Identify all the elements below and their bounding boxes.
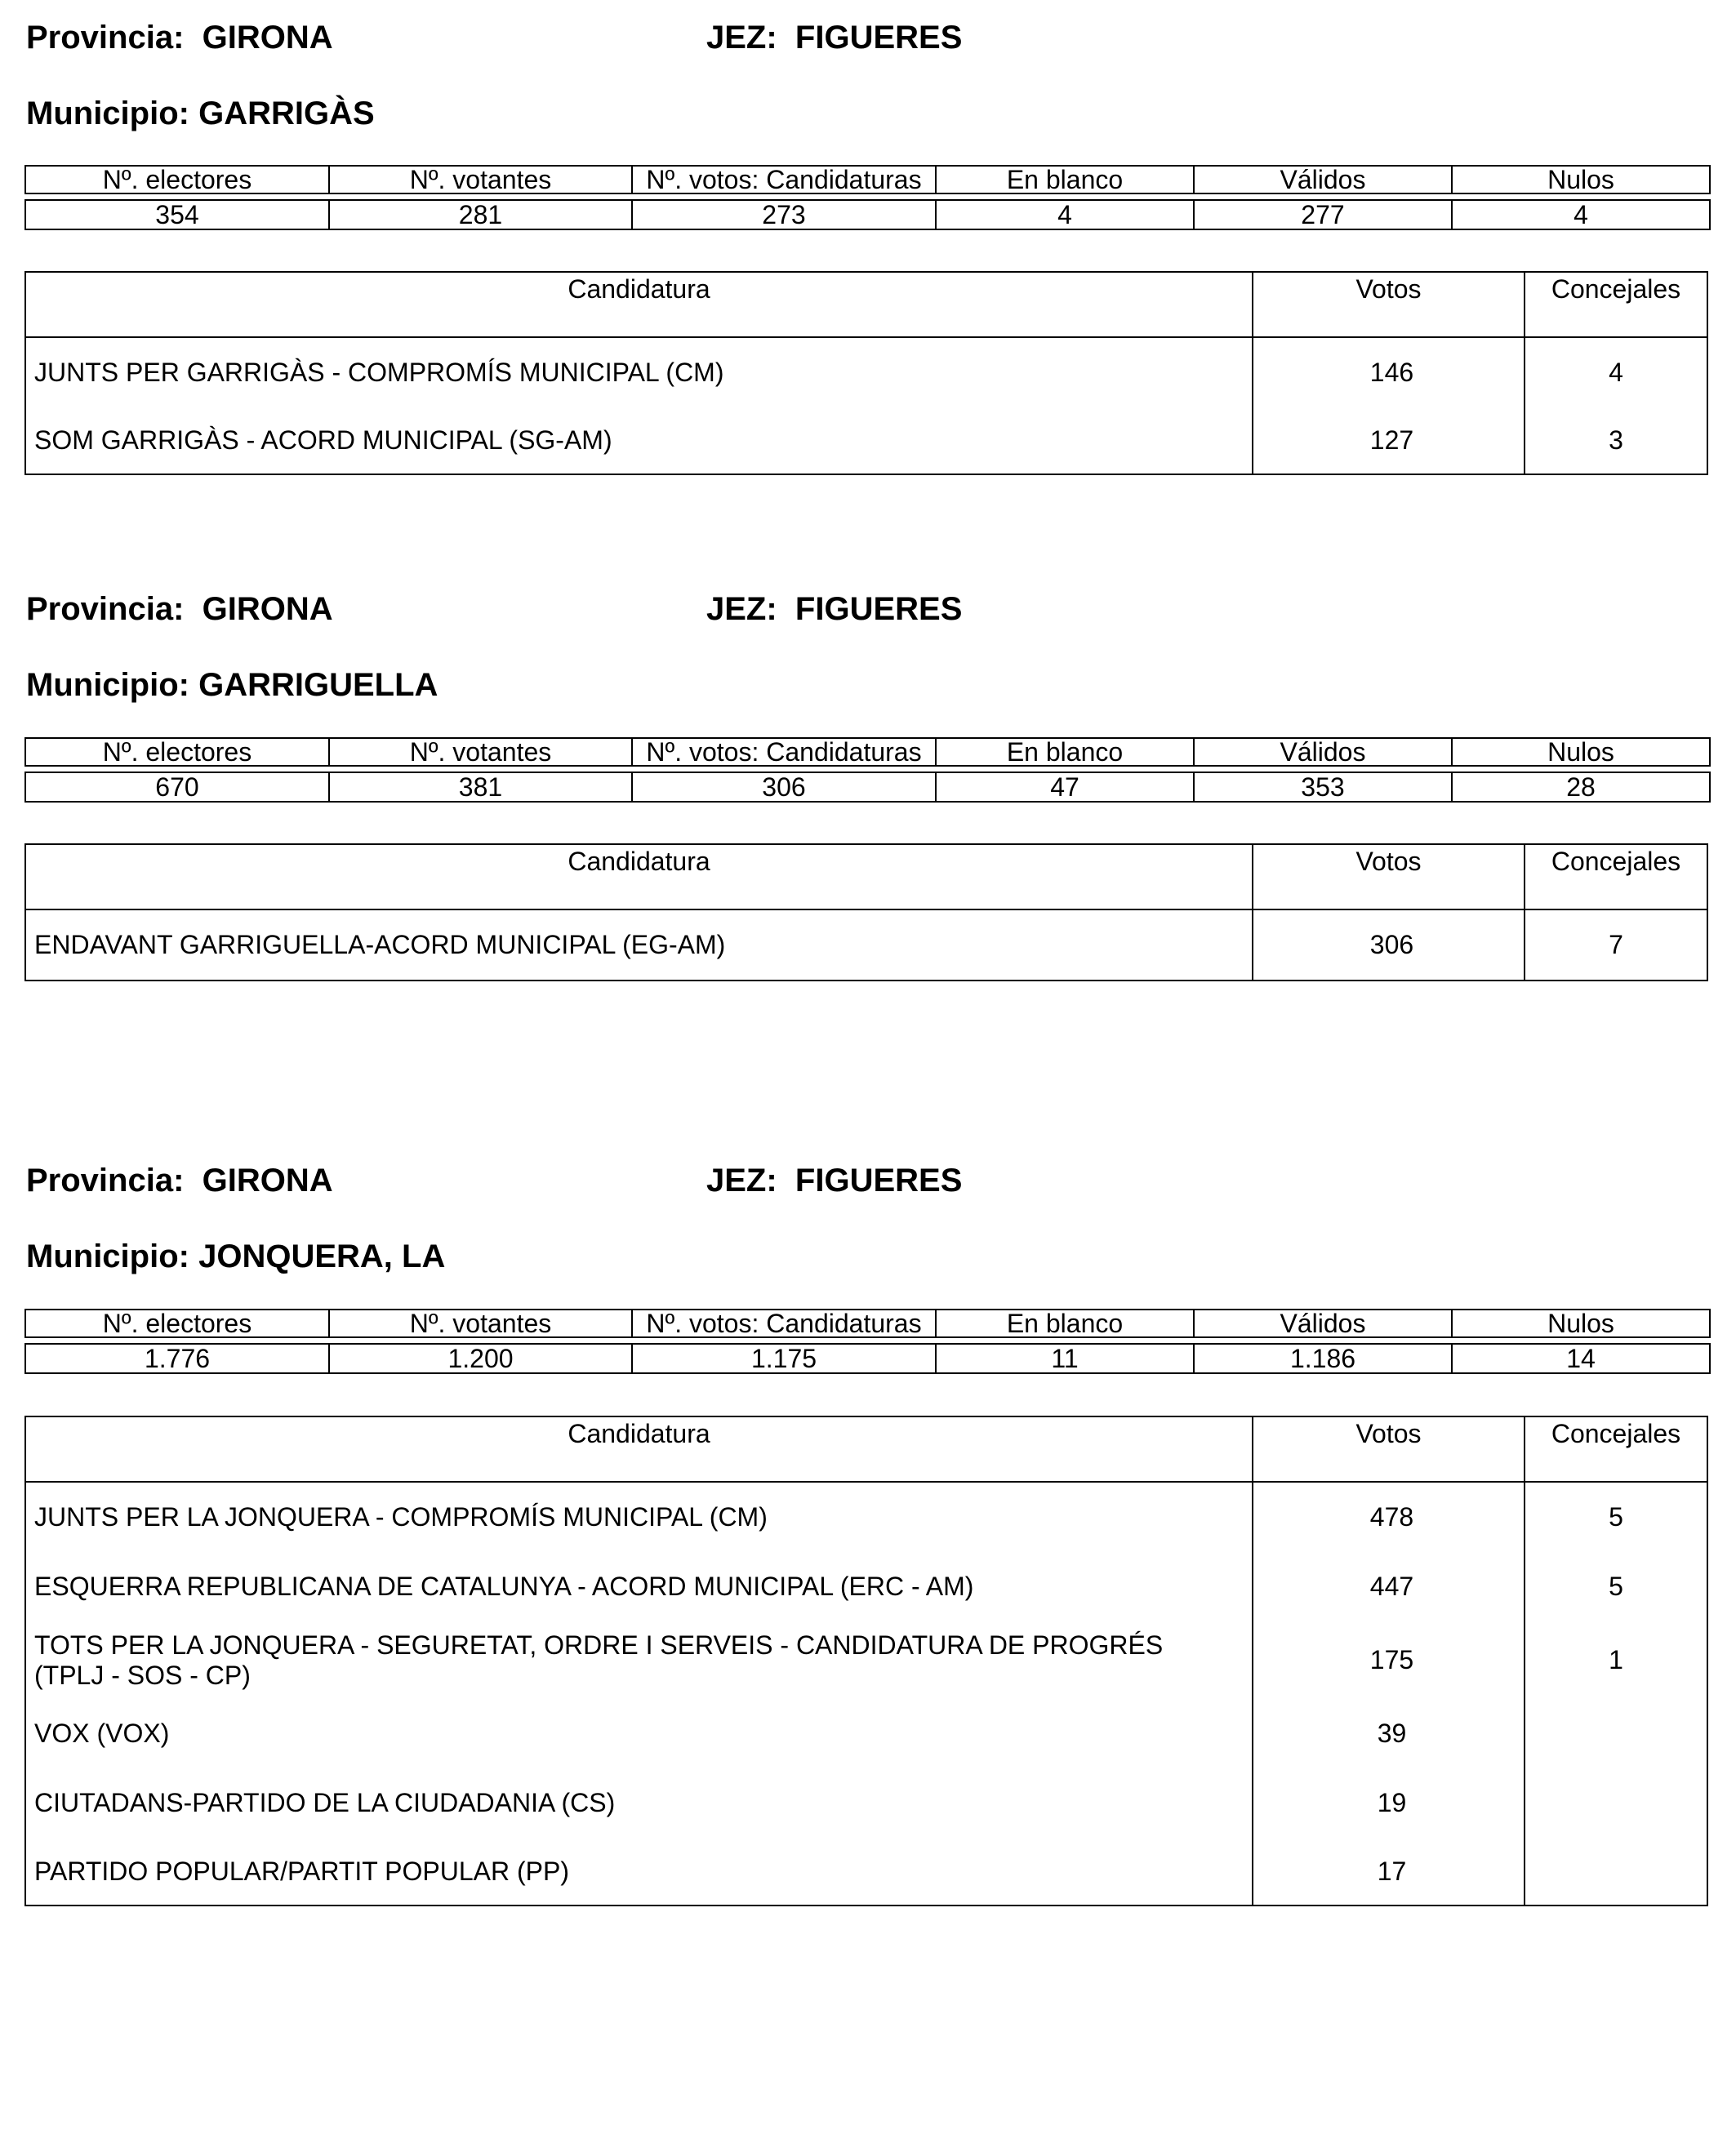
candidatura-concejales: 5 xyxy=(1609,1572,1623,1601)
provincia-value: GIRONA xyxy=(202,591,333,627)
header-candidatura: Candidatura xyxy=(26,1417,1253,1481)
header-concejales: Concejales xyxy=(1551,847,1681,876)
candidaturas-header xyxy=(26,273,1707,338)
stats-table xyxy=(24,737,1711,803)
jez-line xyxy=(706,589,962,629)
stat-header: En blanco xyxy=(936,166,1194,193)
stat-value: 1.200 xyxy=(329,1344,632,1373)
header-votos: Votos xyxy=(1253,273,1525,336)
stats-table xyxy=(24,165,1711,230)
table-row xyxy=(26,1483,1707,1552)
municipio-value: GARRIGÀS xyxy=(198,96,375,131)
header-votos: Votos xyxy=(1253,1417,1525,1481)
jez-label: JEZ: xyxy=(706,591,777,627)
provincia-line xyxy=(26,18,333,57)
stat-header: Nº. electores xyxy=(25,166,329,193)
stat-value: 1.186 xyxy=(1194,1344,1452,1373)
table-row xyxy=(26,1768,1707,1838)
stat-header: Nº. votos: Candidaturas xyxy=(632,166,936,193)
candidatura-votos: 306 xyxy=(1253,910,1525,980)
candidatura-name: JUNTS PER GARRIGÀS - COMPROMÍS MUNICIPAL (CM) xyxy=(26,338,1253,407)
candidatura-name: PARTIDO POPULAR/PARTIT POPULAR (PP) xyxy=(26,1838,1253,1905)
stat-header: Nulos xyxy=(1452,738,1710,766)
municipio-label: Municipio: xyxy=(26,1238,189,1274)
stat-value: 14 xyxy=(1452,1344,1710,1373)
stat-header: Nulos xyxy=(1452,166,1710,193)
header-votos: Votos xyxy=(1253,845,1525,909)
stat-value: 1.776 xyxy=(25,1344,329,1373)
municipio-line xyxy=(26,94,375,133)
stats-value-row xyxy=(25,772,1710,802)
municipio-line xyxy=(26,1237,445,1276)
municipio-value: GARRIGUELLA xyxy=(198,667,438,703)
provincia-label: Provincia: xyxy=(26,20,185,56)
candidatura-concejales xyxy=(1525,1838,1707,1905)
stat-value: 281 xyxy=(329,200,632,229)
stat-header: Válidos xyxy=(1194,1310,1452,1337)
table-row xyxy=(26,1621,1707,1699)
provincia-line xyxy=(26,589,333,629)
candidaturas-table xyxy=(24,843,1708,981)
stat-value: 4 xyxy=(1452,200,1710,229)
candidaturas-header xyxy=(26,845,1707,910)
header-candidatura: Candidatura xyxy=(26,845,1253,909)
stats-header-row xyxy=(25,166,1710,193)
stat-value: 28 xyxy=(1452,772,1710,802)
header-candidatura: Candidatura xyxy=(26,273,1253,336)
table-row xyxy=(26,1838,1707,1905)
stat-value: 353 xyxy=(1194,772,1452,802)
candidatura-name: SOM GARRIGÀS - ACORD MUNICIPAL (SG-AM) xyxy=(26,407,1253,474)
jez-value: FIGUERES xyxy=(795,20,963,56)
stats-table xyxy=(24,1309,1711,1374)
candidaturas-table xyxy=(24,271,1708,475)
jez-line xyxy=(706,1161,962,1200)
municipio-label: Municipio: xyxy=(26,667,189,703)
stat-header: Nº. votos: Candidaturas xyxy=(632,738,936,766)
municipio-line xyxy=(26,665,438,705)
candidatura-votos: 146 xyxy=(1253,338,1525,407)
table-row xyxy=(26,1699,1707,1768)
stat-header: Válidos xyxy=(1194,738,1452,766)
stats-header-row xyxy=(25,738,1710,766)
stats-value-row xyxy=(25,1344,1710,1373)
candidatura-name: TOTS PER LA JONQUERA - SEGURETAT, ORDRE I SERVEIS - CANDIDATURA DE PROGRÉS (TPLJ - SOS - CP) xyxy=(26,1621,1253,1699)
table-row xyxy=(26,407,1707,474)
provincia-line xyxy=(26,1161,333,1200)
stats-value-row xyxy=(25,200,1710,229)
provincia-label: Provincia: xyxy=(26,1163,185,1198)
candidatura-votos: 127 xyxy=(1253,407,1525,474)
candidatura-votos: 175 xyxy=(1253,1621,1525,1699)
stat-header: Nº. votantes xyxy=(329,738,632,766)
table-row xyxy=(26,338,1707,407)
table-row xyxy=(26,1552,1707,1621)
stat-value: 354 xyxy=(25,200,329,229)
candidatura-concejales: 4 xyxy=(1609,358,1623,387)
candidatura-votos: 17 xyxy=(1253,1838,1525,1905)
candidatura-votos: 19 xyxy=(1253,1768,1525,1838)
stat-value: 4 xyxy=(936,200,1194,229)
candidatura-concejales xyxy=(1525,1699,1707,1768)
candidaturas-table xyxy=(24,1416,1708,1906)
stat-value: 277 xyxy=(1194,200,1452,229)
table-row xyxy=(26,910,1707,980)
candidatura-votos: 447 xyxy=(1253,1552,1525,1621)
stat-header: Nº. votos: Candidaturas xyxy=(632,1310,936,1337)
jez-value: FIGUERES xyxy=(795,591,963,627)
candidatura-name: ENDAVANT GARRIGUELLA-ACORD MUNICIPAL (EG-AM) xyxy=(26,910,1253,980)
stat-value: 11 xyxy=(936,1344,1194,1373)
jez-label: JEZ: xyxy=(706,1163,777,1198)
candidatura-name: JUNTS PER LA JONQUERA - COMPROMÍS MUNICIPAL (CM) xyxy=(26,1483,1253,1552)
header-concejales: Concejales xyxy=(1551,274,1681,304)
stat-value: 670 xyxy=(25,772,329,802)
provincia-value: GIRONA xyxy=(202,20,333,56)
stat-header: Válidos xyxy=(1194,166,1452,193)
candidatura-votos: 478 xyxy=(1253,1483,1525,1552)
stat-header: Nº. votantes xyxy=(329,1310,632,1337)
candidatura-votos: 39 xyxy=(1253,1699,1525,1768)
stat-header: En blanco xyxy=(936,738,1194,766)
candidatura-name: VOX (VOX) xyxy=(26,1699,1253,1768)
stat-value: 47 xyxy=(936,772,1194,802)
candidatura-concejales xyxy=(1525,1768,1707,1838)
jez-value: FIGUERES xyxy=(795,1163,963,1198)
stat-value: 273 xyxy=(632,200,936,229)
stat-header: Nº. votantes xyxy=(329,166,632,193)
stat-header: Nº. electores xyxy=(25,1310,329,1337)
candidatura-concejales: 5 xyxy=(1609,1502,1623,1532)
header-concejales: Concejales xyxy=(1551,1419,1681,1448)
municipio-value: JONQUERA, LA xyxy=(198,1238,446,1274)
candidatura-name: ESQUERRA REPUBLICANA DE CATALUNYA - ACORD MUNICIPAL (ERC - AM) xyxy=(26,1552,1253,1621)
candidaturas-header xyxy=(26,1417,1707,1483)
candidatura-concejales: 7 xyxy=(1609,930,1623,959)
stat-header: Nº. electores xyxy=(25,738,329,766)
stat-value: 381 xyxy=(329,772,632,802)
stat-value: 306 xyxy=(632,772,936,802)
candidatura-concejales: 1 xyxy=(1609,1645,1623,1674)
candidatura-concejales: 3 xyxy=(1609,425,1623,455)
provincia-label: Provincia: xyxy=(26,591,185,627)
stat-header: En blanco xyxy=(936,1310,1194,1337)
stats-header-row xyxy=(25,1310,1710,1337)
jez-label: JEZ: xyxy=(706,20,777,56)
jez-line xyxy=(706,18,962,57)
stat-header: Nulos xyxy=(1452,1310,1710,1337)
stat-value: 1.175 xyxy=(632,1344,936,1373)
municipio-label: Municipio: xyxy=(26,96,189,131)
provincia-value: GIRONA xyxy=(202,1163,333,1198)
candidatura-name: CIUTADANS-PARTIDO DE LA CIUDADANIA (CS) xyxy=(26,1768,1253,1838)
